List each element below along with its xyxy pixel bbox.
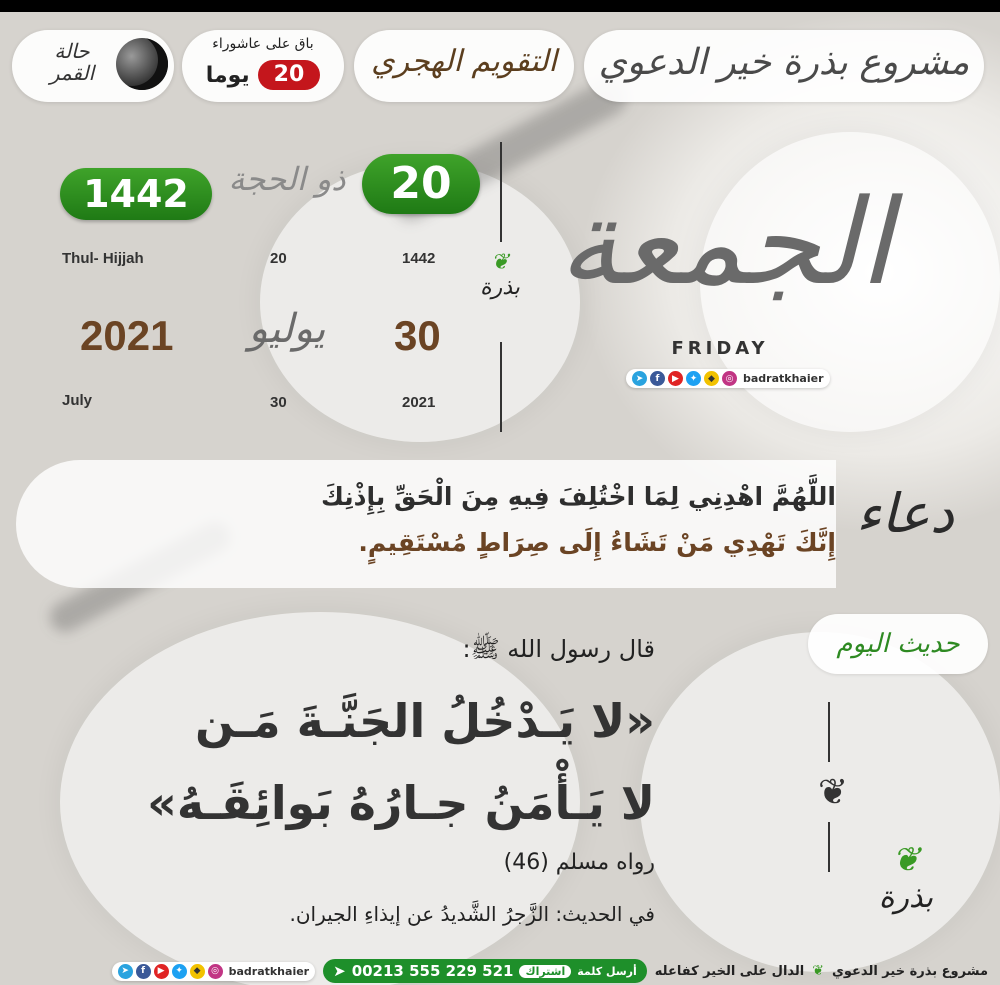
gregorian-day: 30 [394, 312, 441, 359]
moon-phase-pill [12, 30, 174, 102]
divider-line [500, 342, 502, 432]
moon-phase-icon [116, 38, 168, 90]
project-title-pill [584, 30, 984, 102]
hijri-day-badge: 20 [362, 154, 480, 214]
dua-box [16, 460, 836, 588]
footer-project: مشروع بذرة خير الدعوي [831, 963, 988, 979]
logo-large [866, 840, 946, 915]
send-word-label: أرسل كلمة [577, 964, 637, 978]
telegram-icon: ➤ [333, 962, 346, 980]
gregorian-year-small: July [62, 392, 93, 409]
footer-bar [0, 956, 1000, 985]
twitter-icon[interactable]: ✦ [686, 371, 701, 386]
divider-line [500, 142, 502, 242]
hijri-day-small: 1442 [402, 250, 436, 267]
telegram-icon[interactable]: ➤ [632, 371, 647, 386]
logo-text: بذرة [480, 275, 520, 300]
subscribe-word: اشتراك [519, 965, 571, 978]
moon-label: حالة القمر [49, 39, 95, 85]
hijri-year-small: Thul- Hijjah [62, 250, 144, 267]
facebook-icon[interactable]: f [136, 964, 151, 979]
hadith-note: في الحديث: الزَّجرُ الشَّديدُ عن إيذاءِ الجيران. [289, 902, 655, 926]
footer-slogan: الدال على الخير كفاعله [654, 963, 805, 979]
hijri-year-badge: 1442 [60, 168, 212, 220]
hijri-month: ذو الحجة [228, 160, 346, 198]
subscribe-phone-pill[interactable] [323, 959, 647, 983]
divider-line [828, 822, 830, 872]
instagram-icon[interactable]: ◎ [722, 371, 737, 386]
hadith-source: رواه مسلم (46) [503, 850, 655, 875]
hijri-month-small: 20 [270, 250, 287, 267]
facebook-icon[interactable]: f [650, 371, 665, 386]
ashura-countdown-pill [182, 30, 344, 102]
hadith-badge-text: حديث اليوم [836, 629, 960, 659]
telegram-icon[interactable]: ➤ [118, 964, 133, 979]
leaf-icon: ❦ [891, 840, 921, 880]
youtube-icon[interactable]: ▶ [154, 964, 169, 979]
footer-social-links [112, 962, 316, 981]
twitter-icon[interactable]: ✦ [172, 964, 187, 979]
divider-line [828, 702, 830, 762]
ashura-countdown-row [182, 60, 344, 90]
leaf-icon: ❦ [490, 250, 510, 275]
hadith-line-1: «لا يَـدْخُلُ الجَنَّـةَ مَـن [195, 694, 655, 748]
gregorian-year: 2021 [80, 312, 174, 359]
logo-small [470, 250, 530, 300]
snapchat-icon[interactable]: ◆ [704, 371, 719, 386]
ashura-unit: يوما [205, 62, 250, 88]
ashura-label: باق على عاشوراء [212, 36, 314, 52]
gregorian-month: يوليو [248, 306, 326, 352]
snapchat-icon[interactable]: ◆ [190, 964, 205, 979]
ornament-icon: ❦ [818, 772, 849, 813]
calendar-title-pill [354, 30, 574, 102]
gregorian-day-small: 2021 [402, 394, 436, 411]
logo-text: بذرة [878, 880, 934, 915]
instagram-icon[interactable]: ◎ [208, 964, 223, 979]
calendar-card [0, 12, 1000, 985]
hadith-intro: قال رسول الله ﷺ: [462, 635, 655, 663]
gregorian-month-small: 30 [270, 394, 287, 411]
ashura-days-badge: 20 [258, 60, 321, 90]
weekday-english: FRIDAY [671, 338, 769, 359]
social-handle[interactable]: badratkhaier [743, 372, 824, 385]
project-title: مشروع بذرة خير الدعوي [598, 42, 970, 83]
subscribe-phone: 00213 555 229 521 [351, 962, 514, 980]
weekday-arabic: الجمعة [558, 173, 892, 311]
dua-line-1: اللَّهُمَّ اهْدِنِي لِمَا اخْتُلِفَ فِيهِ مِنَ الْحَقِّ بِإِذْنِكَ [320, 482, 836, 511]
dua-title: دعاء [855, 482, 955, 545]
dua-line-2: إِنَّكَ تَهْدِي مَنْ تَشَاءُ إِلَى صِرَاطٍ مُسْتَقِيمٍ. [358, 528, 836, 557]
hadith-line-2: لا يَـأْمَنُ جـارُهُ بَوائِقَـهُ» [147, 776, 655, 830]
leaf-icon: ❦ [812, 963, 824, 979]
hadith-of-day-badge [808, 614, 988, 674]
footer-social-handle[interactable]: badratkhaier [228, 964, 310, 978]
social-links [626, 369, 830, 388]
youtube-icon[interactable]: ▶ [668, 371, 683, 386]
calendar-title: التقويم الهجري [371, 44, 557, 79]
